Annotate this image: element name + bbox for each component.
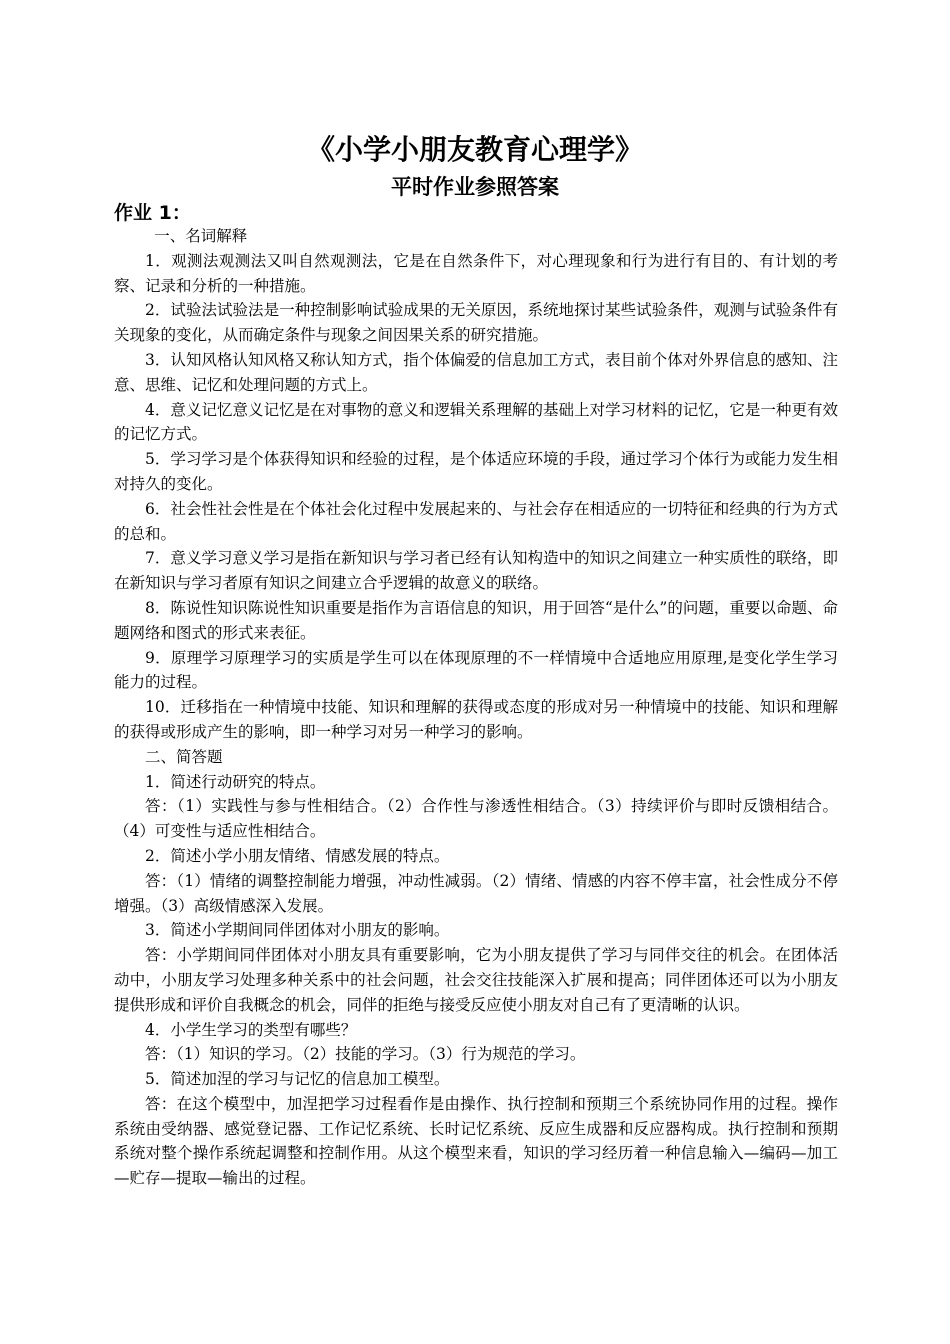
term-definition: 6．社会性社会性是在个体社会化过程中发展起来的、与社会存在相适应的一切特征和经典的行为方式的总和。	[114, 499, 838, 543]
document-subtitle: 平时作业参照答案	[391, 175, 559, 199]
question: 1．简述行动研究的特点。	[145, 772, 326, 791]
question: 5．简述加涅的学习与记忆的信息加工模型。	[145, 1070, 450, 1089]
document-body	[114, 224, 838, 1191]
term-definition: 10．迁移指在一种情境中技能、知识和理解的获得或态度的形成对另一种情境中的技能、知识和理解的获得或形成产生的影响，即一种学习对另一种学习的影响。	[114, 698, 838, 741]
term-definition: 4．意义记忆意义记忆是在对事物的意义和逻辑关系理解的基础上对学习材料的记忆，它是一种更有效的记忆方式。	[114, 400, 838, 444]
term-definition: 8．陈说性知识陈说性知识重要是指作为言语信息的知识，用于回答“是什么”的问题，重要以命题、命题网络和图式的形式来表征。	[114, 598, 838, 642]
term-definition: 5．学习学习是个体获得知识和经验的过程，是个体适应环境的手段，通过学习个体行为或能力发生相对持久的变化。	[114, 450, 838, 493]
term-definition: 1．观测法观测法又叫自然观测法，它是在自然条件下，对心理现象和行为进行有目的、有计划的考察、记录和分析的一种措施。	[114, 251, 838, 295]
term-definition: 7．意义学习意义学习是指在新知识与学习者已经有认知构造中的知识之间建立一种实质性的联络，即在新知识与学习者原有知识之间建立合乎逻辑的故意义的联络。	[114, 549, 838, 593]
term-definition: 3．认知风格认知风格又称认知方式，指个体偏爱的信息加工方式，表目前个体对外界信息的感知、注意、思维、记忆和处理问题的方式上。	[114, 350, 838, 394]
term-definition: 9．原理学习原理学习的实质是学生可以在体现原理的不一样情境中合适地应用原理,是变化学生学习能力的过程。	[114, 648, 838, 692]
term-definition: 2．试验法试验法是一种控制影响试验成果的无关原因，系统地探讨某些试验条件，观测与试验条件有关现象的变化，从而确定条件与现象之间因果关系的研究措施。	[114, 301, 838, 345]
question: 3．简述小学期间同伴团体对小朋友的影响。	[145, 921, 450, 940]
answer: 答：（1）实践性与参与性相结合。（2）合作性与渗透性相结合。（3）持续评价与即时反馈相结合。（4）可变性与适应性相结合。	[114, 797, 838, 841]
answer: 答：在这个模型中，加涅把学习过程看作是由操作、执行控制和预期三个系统协同作用的过程。操作系统由受纳器、感觉登记器、工作记忆系统、长时记忆系统、反应生成器和反应器构成。执行控制和预期系统对整个操作系统起调整和控制作用。从这个模型来看，知识的学习经历着一种信息输入—编码—加工—贮存—提取—输出的过程。	[114, 1094, 838, 1188]
answer: 答：（1）情绪的调整控制能力增强，冲动性减弱。（2）情绪、情感的内容不停丰富，社会性成分不停增强。（3）高级情感深入发展。	[114, 871, 838, 915]
section-heading-terms: 一、名词解释	[154, 227, 248, 245]
question: 2．简述小学小朋友情绪、情感发展的特点。	[145, 846, 450, 865]
answer: 答：（1）知识的学习。（2）技能的学习。（3）行为规范的学习。	[145, 1045, 586, 1064]
assignment-heading: 作业 1：	[114, 202, 191, 224]
section-heading-questions: 二、简答题	[145, 747, 223, 766]
document-title: 《小学小朋友教育心理学》	[306, 133, 643, 166]
answer: 答：小学期间同伴团体对小朋友具有重要影响，它为小朋友提供了学习与同伴交往的机会。在团体活动中，小朋友学习处理多种关系中的社会问题，社会交往技能深入扩展和提高；同伴团体还可以为小朋友提供形成和评价自我概念的机会，同伴的拒绝与接受反应使小朋友对自己有了更清晰的认识。	[114, 946, 838, 1014]
question: 4．小学生学习的类型有哪些？	[145, 1020, 357, 1039]
